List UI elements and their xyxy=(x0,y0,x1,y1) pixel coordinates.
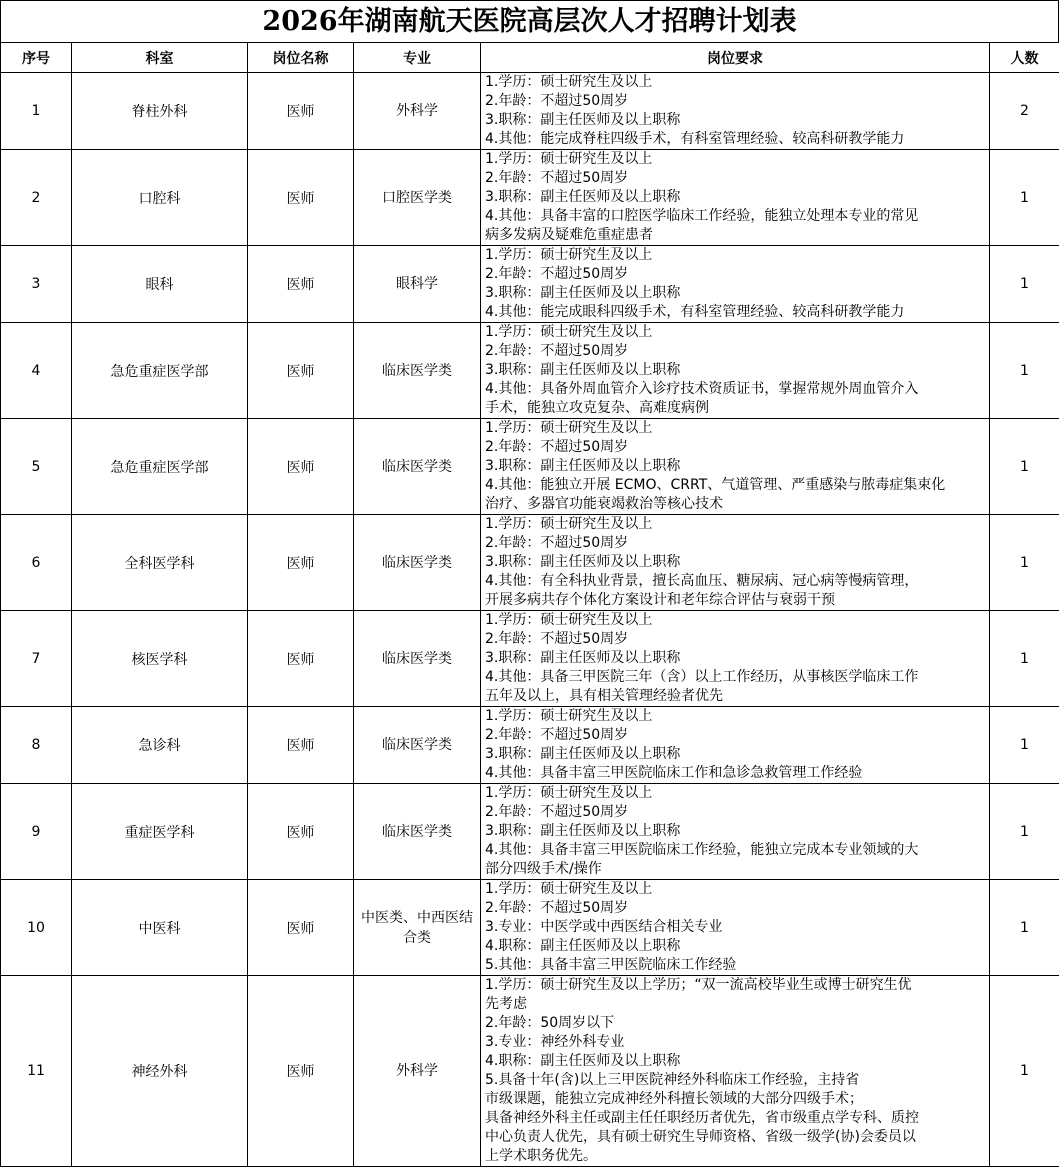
major-text: 外科学 xyxy=(354,101,480,121)
cell-seq: 8 xyxy=(1,707,72,784)
cell-seq: 4 xyxy=(1,323,72,419)
table-row xyxy=(1,880,1059,976)
cell-dept: 脊柱外科 xyxy=(72,73,248,150)
cell-requirements xyxy=(481,323,990,419)
cell-dept: 中医科 xyxy=(72,880,248,976)
requirement-line: 上学术职务优先。 xyxy=(485,1147,987,1166)
requirement-line: 手术，能独立攻克复杂、高难度病例 xyxy=(485,399,987,418)
requirement-line: 1.学历：硕士研究生及以上 xyxy=(485,784,987,803)
header-major: 专业 xyxy=(354,43,481,73)
requirement-line: 4.其他：具备丰富三甲医院临床工作经验，能独立完成本专业领域的大 xyxy=(485,841,987,860)
major-text: 临床医学类 xyxy=(354,822,480,842)
requirement-line: 1.学历：硕士研究生及以上 xyxy=(485,419,987,438)
requirement-line: 4.其他：能独立开展 ECMO、CRRT、气道管理、严重感染与脓毒症集束化 xyxy=(485,476,987,495)
cell-count: 2 xyxy=(990,73,1059,150)
cell-dept: 全科医学科 xyxy=(72,515,248,611)
requirement-line: 4.其他：具备丰富的口腔医学临床工作经验，能独立处理本专业的常见 xyxy=(485,207,987,226)
cell-requirements xyxy=(481,707,990,784)
cell-requirements xyxy=(481,419,990,515)
table-row xyxy=(1,976,1059,1167)
cell-requirements xyxy=(481,784,990,880)
cell-requirements xyxy=(481,515,990,611)
header-count: 人数 xyxy=(990,43,1059,73)
cell-count: 1 xyxy=(990,707,1059,784)
major-text: 眼科学 xyxy=(354,274,480,294)
cell-seq: 5 xyxy=(1,419,72,515)
table-row xyxy=(1,246,1059,323)
cell-seq: 11 xyxy=(1,976,72,1167)
cell-count: 1 xyxy=(990,419,1059,515)
cell-position: 医师 xyxy=(248,880,354,976)
major-text: 临床医学类 xyxy=(354,735,480,755)
cell-major xyxy=(354,880,481,976)
requirement-line: 3.职称：副主任医师及以上职称 xyxy=(485,553,987,572)
header-seq: 序号 xyxy=(1,43,72,73)
cell-major xyxy=(354,707,481,784)
requirement-line: 市级课题，能独立完成神经外科擅长领域的大部分四级手术； xyxy=(485,1090,987,1109)
cell-seq: 6 xyxy=(1,515,72,611)
cell-position: 医师 xyxy=(248,784,354,880)
cell-position: 医师 xyxy=(248,150,354,246)
cell-position: 医师 xyxy=(248,323,354,419)
requirement-line: 先考虑 xyxy=(485,995,987,1014)
requirement-line: 4.其他：有全科执业背景，擅长高血压、糖尿病、冠心病等慢病管理， xyxy=(485,572,987,591)
cell-requirements xyxy=(481,246,990,323)
cell-position: 医师 xyxy=(248,707,354,784)
cell-major xyxy=(354,419,481,515)
cell-major xyxy=(354,73,481,150)
requirement-line: 具备神经外科主任或副主任任职经历者优先，省市级重点学专科、质控 xyxy=(485,1109,987,1128)
table-row xyxy=(1,784,1059,880)
cell-count: 1 xyxy=(990,515,1059,611)
cell-requirements xyxy=(481,150,990,246)
cell-requirements xyxy=(481,880,990,976)
requirement-line: 五年及以上，具有相关管理经验者优先 xyxy=(485,687,987,706)
requirement-line: 3.职称：副主任医师及以上职称 xyxy=(485,457,987,476)
requirement-line: 3.专业：中医学或中西医结合相关专业 xyxy=(485,918,987,937)
header-requirements: 岗位要求 xyxy=(481,43,990,73)
cell-major xyxy=(354,976,481,1167)
requirement-line: 4.其他：具备丰富三甲医院临床工作和急诊急救管理工作经验 xyxy=(485,764,987,783)
cell-seq: 10 xyxy=(1,880,72,976)
cell-dept: 急危重症医学部 xyxy=(72,419,248,515)
requirement-line: 2.年龄：不超过50周岁 xyxy=(485,899,987,918)
cell-major xyxy=(354,246,481,323)
cell-seq: 7 xyxy=(1,611,72,707)
table-row xyxy=(1,73,1059,150)
requirement-line: 2.年龄：不超过50周岁 xyxy=(485,169,987,188)
cell-dept: 重症医学科 xyxy=(72,784,248,880)
major-text: 临床医学类 xyxy=(354,361,480,381)
cell-requirements xyxy=(481,611,990,707)
cell-dept: 核医学科 xyxy=(72,611,248,707)
requirement-line: 4.其他：具备三甲医院三年（含）以上工作经历，从事核医学临床工作 xyxy=(485,668,987,687)
requirement-line: 1.学历：硕士研究生及以上 xyxy=(485,246,987,265)
requirement-line: 4.其他：能完成眼科四级手术，有科室管理经验、较高科研教学能力 xyxy=(485,303,987,322)
cell-dept: 急危重症医学部 xyxy=(72,323,248,419)
cell-dept: 神经外科 xyxy=(72,976,248,1167)
requirement-line: 部分四级手术/操作 xyxy=(485,860,987,879)
table-row xyxy=(1,611,1059,707)
table-row xyxy=(1,707,1059,784)
cell-count: 1 xyxy=(990,784,1059,880)
header-position: 岗位名称 xyxy=(248,43,354,73)
cell-major xyxy=(354,323,481,419)
requirement-line: 治疗、多器官功能衰竭救治等核心技术 xyxy=(485,495,987,514)
cell-requirements xyxy=(481,73,990,150)
requirement-line: 中心负责人优先，具有硕士研究生导师资格、省级一级学(协)会委员以 xyxy=(485,1128,987,1147)
table-row xyxy=(1,419,1059,515)
table-row xyxy=(1,150,1059,246)
cell-position: 医师 xyxy=(248,515,354,611)
table-row xyxy=(1,515,1059,611)
requirement-line: 3.职称：副主任医师及以上职称 xyxy=(485,822,987,841)
cell-seq: 9 xyxy=(1,784,72,880)
major-text: 口腔医学类 xyxy=(354,188,480,208)
requirement-line: 3.职称：副主任医师及以上职称 xyxy=(485,188,987,207)
major-text: 外科学 xyxy=(354,1061,480,1081)
requirement-line: 3.职称：副主任医师及以上职称 xyxy=(485,361,987,380)
requirement-line: 5.其他：具备丰富三甲医院临床工作经验 xyxy=(485,956,987,975)
requirement-line: 2.年龄：不超过50周岁 xyxy=(485,92,987,111)
requirement-line: 2.年龄：不超过50周岁 xyxy=(485,438,987,457)
cell-seq: 3 xyxy=(1,246,72,323)
requirement-line: 3.职称：副主任医师及以上职称 xyxy=(485,111,987,130)
requirement-line: 2.年龄：不超过50周岁 xyxy=(485,265,987,284)
requirement-line: 1.学历：硕士研究生及以上 xyxy=(485,880,987,899)
cell-count: 1 xyxy=(990,611,1059,707)
header-dept: 科室 xyxy=(72,43,248,73)
cell-dept: 口腔科 xyxy=(72,150,248,246)
requirement-line: 1.学历：硕士研究生及以上 xyxy=(485,150,987,169)
table-row xyxy=(1,323,1059,419)
requirement-line: 3.专业：神经外科专业 xyxy=(485,1033,987,1052)
cell-major xyxy=(354,150,481,246)
requirement-line: 1.学历：硕士研究生及以上 xyxy=(485,707,987,726)
recruitment-table xyxy=(0,42,1059,1167)
major-text: 临床医学类 xyxy=(354,649,480,669)
requirement-line: 4.其他：具备外周血管介入诊疗技术资质证书，掌握常规外周血管介入 xyxy=(485,380,987,399)
cell-count: 1 xyxy=(990,246,1059,323)
major-text: 临床医学类 xyxy=(354,457,480,477)
cell-seq: 1 xyxy=(1,73,72,150)
requirement-line: 2.年龄：不超过50周岁 xyxy=(485,534,987,553)
major-text: 中医类、中西医结合类 xyxy=(360,908,474,948)
table-body xyxy=(1,73,1059,1167)
cell-count: 1 xyxy=(990,976,1059,1167)
page-title: 2026年湖南航天医院高层次人才招聘计划表 xyxy=(0,0,1059,42)
cell-position: 医师 xyxy=(248,976,354,1167)
major-text: 临床医学类 xyxy=(354,553,480,573)
requirement-line: 2.年龄：不超过50周岁 xyxy=(485,630,987,649)
requirement-line: 2.年龄：50周岁以下 xyxy=(485,1014,987,1033)
requirement-line: 2.年龄：不超过50周岁 xyxy=(485,726,987,745)
cell-dept: 眼科 xyxy=(72,246,248,323)
cell-major xyxy=(354,784,481,880)
cell-requirements xyxy=(481,976,990,1167)
cell-seq: 2 xyxy=(1,150,72,246)
cell-dept: 急诊科 xyxy=(72,707,248,784)
requirement-line: 开展多病共存个体化方案设计和老年综合评估与衰弱干预 xyxy=(485,591,987,610)
requirement-line: 1.学历：硕士研究生及以上 xyxy=(485,515,987,534)
requirement-line: 4.职称：副主任医师及以上职称 xyxy=(485,937,987,956)
cell-count: 1 xyxy=(990,150,1059,246)
requirement-line: 病多发病及疑难危重症患者 xyxy=(485,226,987,245)
requirement-line: 3.职称：副主任医师及以上职称 xyxy=(485,649,987,668)
requirement-line: 1.学历：硕士研究生及以上 xyxy=(485,73,987,92)
cell-count: 1 xyxy=(990,880,1059,976)
cell-major xyxy=(354,515,481,611)
cell-position: 医师 xyxy=(248,419,354,515)
requirement-line: 4.职称：副主任医师及以上职称 xyxy=(485,1052,987,1071)
cell-position: 医师 xyxy=(248,611,354,707)
requirement-line: 5.具备十年(含)以上三甲医院神经外科临床工作经验，主持省 xyxy=(485,1071,987,1090)
cell-position: 医师 xyxy=(248,73,354,150)
cell-position: 医师 xyxy=(248,246,354,323)
requirement-line: 3.职称：副主任医师及以上职称 xyxy=(485,745,987,764)
requirement-line: 2.年龄：不超过50周岁 xyxy=(485,342,987,361)
requirement-line: 2.年龄：不超过50周岁 xyxy=(485,803,987,822)
cell-count: 1 xyxy=(990,323,1059,419)
requirement-line: 1.学历：硕士研究生及以上 xyxy=(485,611,987,630)
table-header-row xyxy=(1,43,1059,73)
requirement-line: 1.学历：硕士研究生及以上 xyxy=(485,323,987,342)
requirement-line: 4.其他：能完成脊柱四级手术，有科室管理经验、较高科研教学能力 xyxy=(485,130,987,149)
cell-major xyxy=(354,611,481,707)
requirement-line: 3.职称：副主任医师及以上职称 xyxy=(485,284,987,303)
requirement-line: 1.学历：硕士研究生及以上学历；“双一流高校毕业生或博士研究生优 xyxy=(485,976,987,995)
